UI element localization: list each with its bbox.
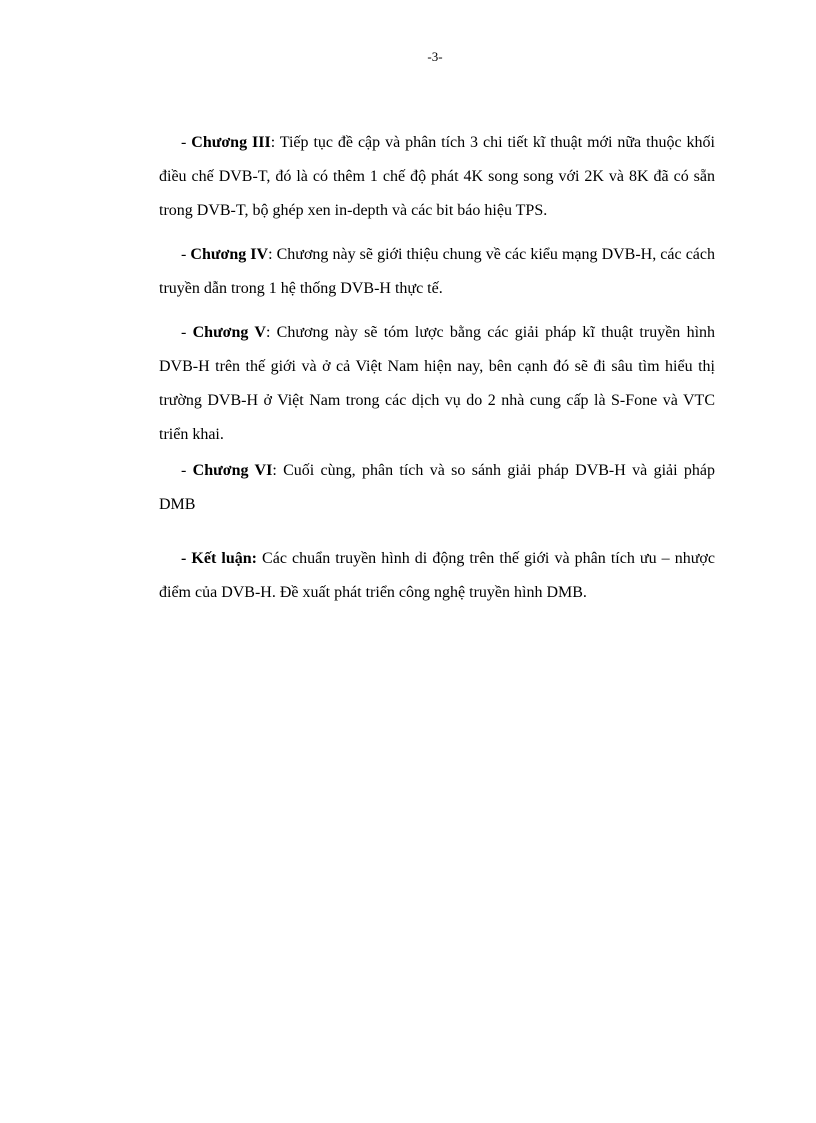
paragraph-prefix: - — [181, 324, 193, 341]
chapter-6-label: Chương VI — [192, 462, 273, 479]
conclusion-text: Các chuẩn truyền hình di động trên thế giới và phân tích ưu – nhược điểm của DVB-H. Đề xuất phát triển công nghệ truyền hình DMB. — [159, 550, 715, 601]
chapter-4-text: : Chương này sẽ giới thiệu chung về các kiểu mạng DVB-H, các cách truyền dẫn trong 1 hệ thống DVB-H thực tế. — [159, 246, 715, 297]
chapter-5-label: Chương V — [192, 324, 266, 341]
chapter-4-label: Chương IV — [190, 246, 269, 263]
paragraph-chapter-6 — [159, 454, 715, 522]
paragraph-chapter-3 — [159, 126, 715, 228]
chapter-6-text: : Cuối cùng, phân tích và so sánh giải pháp DVB-H và giải pháp DMB — [159, 462, 715, 513]
paragraph-conclusion — [159, 542, 715, 610]
chapter-3-label: Chương III — [191, 134, 271, 151]
chapter-5-text: : Chương này sẽ tóm lược bằng các giải pháp kĩ thuật truyền hình DVB-H trên thế giới và ở cả Việt Nam hiện nay, bên cạnh đó sẽ đi sâu tìm hiểu thị trường DVB-H ở Việt Nam trong các dịch vụ do 2 nhà cung cấp là S-Fone và VTC triển khai. — [159, 324, 716, 443]
page-number: -3- — [427, 49, 443, 64]
chapter-3-text: : Tiếp tục đề cập và phân tích 3 chi tiết kĩ thuật mới nữa thuộc khối điều chế DVB-T, đó là có thêm 1 chế độ phát 4K song song với 2K và 8K đã có sẵn trong DVB-T, bộ ghép xen in-depth và các bit báo hiệu TPS. — [159, 134, 716, 219]
conclusion-label: - Kết luận: — [181, 550, 257, 567]
paragraph-chapter-5 — [159, 316, 715, 452]
paragraph-prefix: - — [181, 462, 193, 479]
paragraph-prefix: - — [181, 246, 191, 263]
paragraph-chapter-4 — [159, 238, 715, 306]
paragraph-prefix: - — [181, 134, 192, 151]
document-body — [159, 126, 715, 610]
